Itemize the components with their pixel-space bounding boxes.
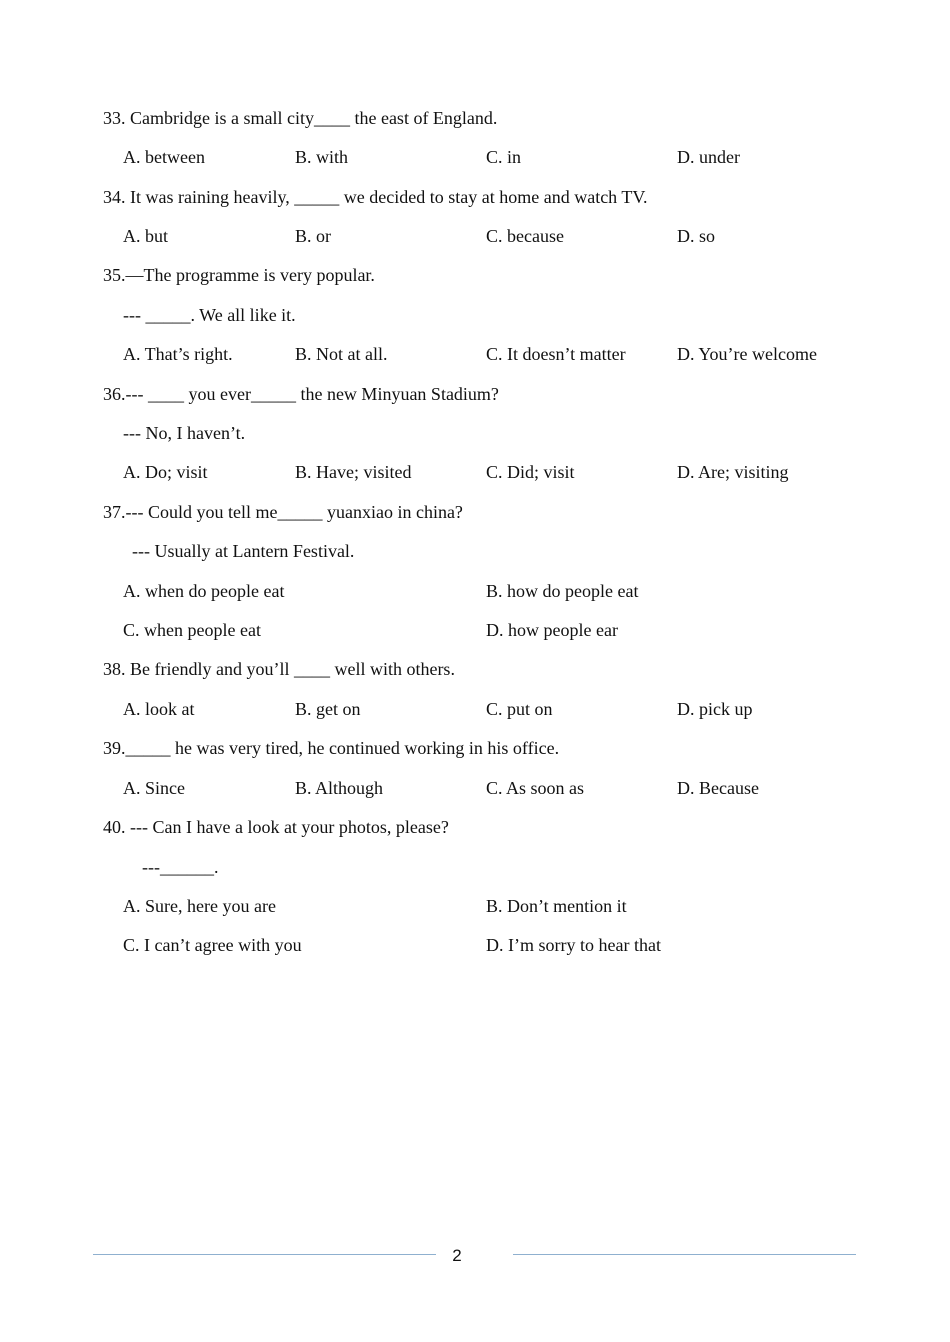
question-37-option-d: D. how people ear (486, 620, 618, 640)
question-37-option-b: B. how do people eat (486, 581, 639, 601)
question-34-option-d: D. so (677, 226, 716, 246)
question-38-stem: 38. Be friendly and you’ll ____ well with others. (103, 659, 455, 679)
question-35-stem: 35.—The programme is very popular. (103, 265, 375, 285)
question-33-stem: 33. Cambridge is a small city____ the east of England. (103, 108, 498, 128)
question-33-option-d: D. under (677, 147, 740, 167)
footer-rule-right (513, 1254, 856, 1255)
question-36-stem: 36.--- ____ you ever_____ the new Minyuan Stadium? (103, 384, 499, 404)
question-40-stem-reply: ---______. (142, 857, 219, 877)
question-38-option-b: B. get on (295, 699, 361, 719)
question-40-option-c: C. I can’t agree with you (123, 935, 302, 955)
footer-rule-left (93, 1254, 436, 1255)
question-38-option-d: D. pick up (677, 699, 753, 719)
question-36-option-c: C. Did; visit (486, 462, 575, 482)
question-34-option-a: A. but (123, 226, 168, 246)
question-34-option-b: B. or (295, 226, 331, 246)
question-35-option-c: C. It doesn’t matter (486, 344, 626, 364)
question-39-option-c: C. As soon as (486, 778, 585, 798)
question-36-option-b: B. Have; visited (295, 462, 412, 482)
question-35-stem-reply: --- _____. We all like it. (123, 305, 296, 325)
question-38-option-a: A. look at (123, 699, 195, 719)
question-34-option-c: C. because (486, 226, 564, 246)
question-36-stem-reply: --- No, I haven’t. (123, 423, 246, 443)
question-37-option-a: A. when do people eat (123, 581, 285, 601)
question-33-option-b: B. with (295, 147, 349, 167)
question-33-option-c: C. in (486, 147, 522, 167)
question-37-stem: 37.--- Could you tell me_____ yuanxiao in china? (103, 502, 463, 522)
question-39-option-a: A. Since (123, 778, 185, 798)
question-35-option-a: A. That’s right. (123, 344, 233, 364)
question-34-stem: 34. It was raining heavily, _____ we decided to stay at home and watch TV. (103, 187, 648, 207)
question-35-option-d: D. You’re welcome (677, 344, 817, 364)
page-number: 2 (452, 1246, 462, 1265)
question-40-stem: 40. --- Can I have a look at your photos, please? (103, 817, 449, 837)
question-39-option-b: B. Although (295, 778, 384, 798)
question-37-stem-reply: --- Usually at Lantern Festival. (132, 541, 355, 561)
question-39-stem: 39._____ he was very tired, he continued working in his office. (103, 738, 560, 758)
question-39-option-d: D. Because (677, 778, 759, 798)
question-36-option-a: A. Do; visit (123, 462, 208, 482)
question-35-option-b: B. Not at all. (295, 344, 388, 364)
question-36-option-d: D. Are; visiting (677, 462, 789, 482)
question-40-option-a: A. Sure, here you are (123, 896, 276, 916)
question-37-option-c: C. when people eat (123, 620, 261, 640)
question-40-option-d: D. I’m sorry to hear that (486, 935, 661, 955)
question-38-option-c: C. put on (486, 699, 553, 719)
question-33-option-a: A. between (123, 147, 205, 167)
question-40-option-b: B. Don’t mention it (486, 896, 627, 916)
